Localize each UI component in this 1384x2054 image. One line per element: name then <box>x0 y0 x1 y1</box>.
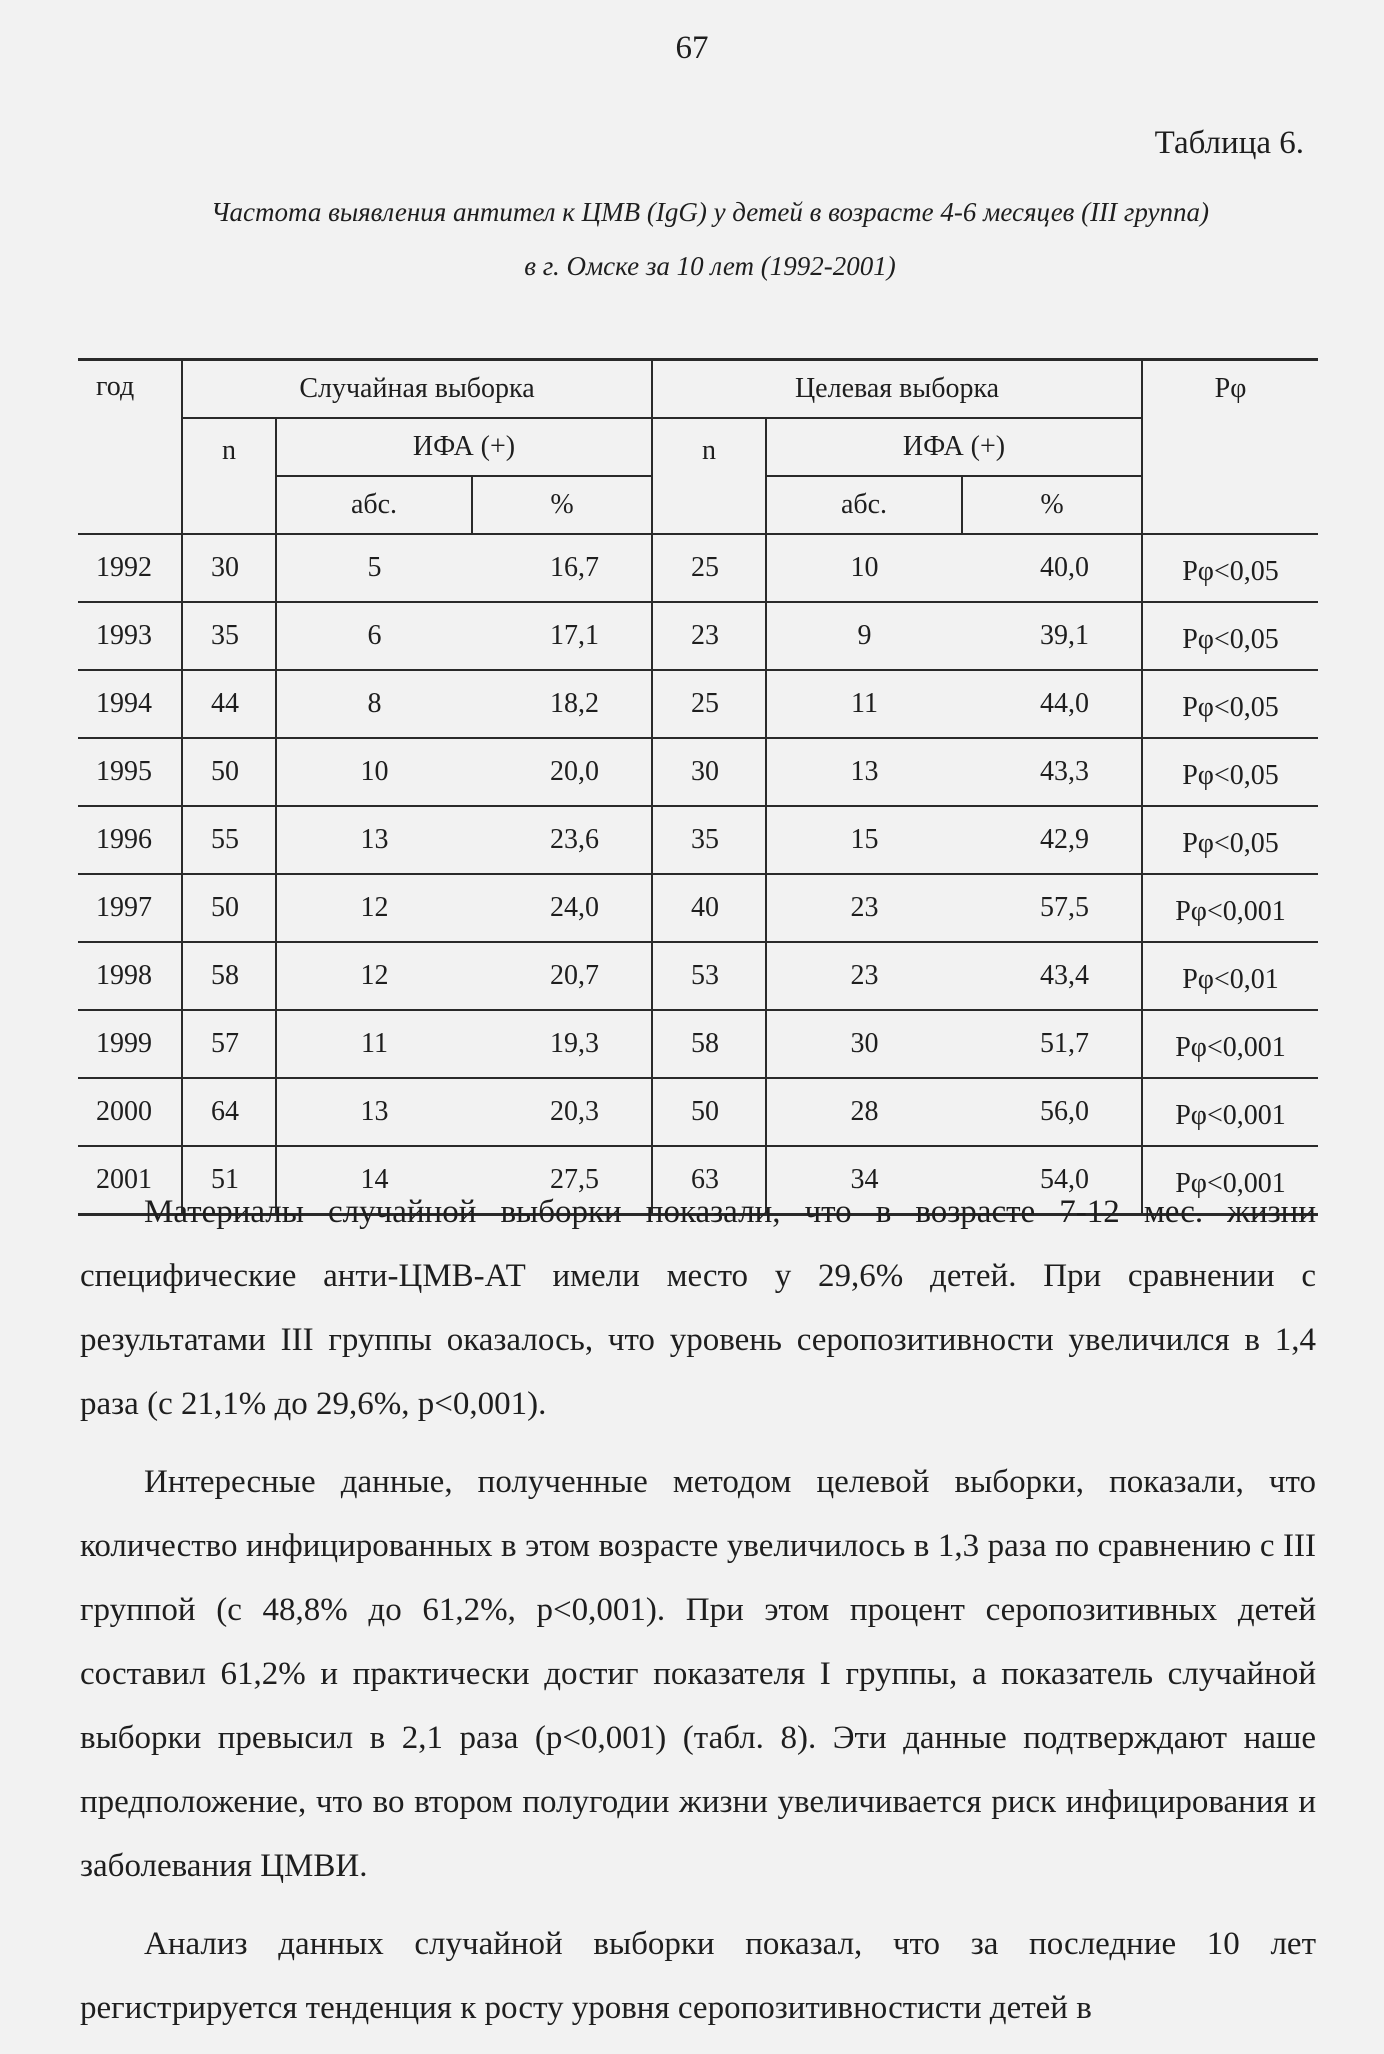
cell-n-target: 35 <box>652 806 766 874</box>
header-random-sample: Случайная выборка <box>182 360 652 419</box>
cell-abs-random: 14 <box>276 1146 472 1215</box>
cell-pf: Рφ<0,05 <box>1142 738 1318 806</box>
cell-year: 1993 <box>78 602 182 670</box>
cell-n-target: 53 <box>652 942 766 1010</box>
cell-n-target: 40 <box>652 874 766 942</box>
page-number: 67 <box>675 30 709 66</box>
header-n-random: n <box>182 418 276 534</box>
cell-pct-random: 23,6 <box>472 806 652 874</box>
cell-pct-target: 43,3 <box>962 738 1142 806</box>
table-row <box>78 942 1318 1010</box>
paragraph: Материалы случайной выборки показали, что в возрасте 7-12 мес. жизни специфические анти-ЦМВ-АТ имели место у 29,6% детей. При сравнении с результатами III группы оказалось, что уровень серопозитивности увеличился в 1,4 раза (с 21,1% до 29,6%, р<0,001). <box>80 1194 1316 1422</box>
cell-pf: Рφ<0,05 <box>1142 602 1318 670</box>
table-row <box>78 670 1318 738</box>
header-n-target: n <box>652 418 766 534</box>
cell-year: 2001 <box>78 1146 182 1215</box>
table-row <box>78 806 1318 874</box>
cell-abs-target: 15 <box>766 806 962 874</box>
cell-pct-random: 20,3 <box>472 1078 652 1146</box>
cell-n-random: 50 <box>182 874 276 942</box>
cell-abs-random: 11 <box>276 1010 472 1078</box>
cell-pct-target: 42,9 <box>962 806 1142 874</box>
caption-line-1: Частота выявления антител к ЦМВ (IgG) у детей в возрасте 4-6 месяцев (III группа) <box>210 197 1210 227</box>
cell-abs-target: 9 <box>766 602 962 670</box>
cell-n-random: 64 <box>182 1078 276 1146</box>
cell-pct-target: 56,0 <box>962 1078 1142 1146</box>
cell-abs-target: 30 <box>766 1010 962 1078</box>
table-row <box>78 738 1318 806</box>
cell-n-target: 25 <box>652 534 766 602</box>
caption-line-2: в г. Омске за 10 лет (1992-2001) <box>524 251 896 281</box>
cell-n-target: 50 <box>652 1078 766 1146</box>
cell-pct-random: 19,3 <box>472 1010 652 1078</box>
cell-pct-random: 17,1 <box>472 602 652 670</box>
cell-abs-random: 10 <box>276 738 472 806</box>
cell-abs-target: 11 <box>766 670 962 738</box>
header-abs-target: абс. <box>766 476 962 534</box>
cell-n-target: 63 <box>652 1146 766 1215</box>
body-text <box>80 1180 1316 2054</box>
cell-year: 1992 <box>78 534 182 602</box>
cell-pf: Рφ<0,001 <box>1142 1078 1318 1146</box>
cell-pct-target: 54,0 <box>962 1146 1142 1215</box>
cell-year: 1997 <box>78 874 182 942</box>
cell-n-random: 30 <box>182 534 276 602</box>
cell-n-random: 57 <box>182 1010 276 1078</box>
cell-abs-target: 23 <box>766 942 962 1010</box>
antibody-frequency-table <box>78 358 1318 1216</box>
cell-abs-random: 8 <box>276 670 472 738</box>
cell-n-target: 25 <box>652 670 766 738</box>
cell-abs-random: 5 <box>276 534 472 602</box>
cell-pf: Рφ<0,01 <box>1142 942 1318 1010</box>
header-ifa-random: ИФА (+) <box>276 418 652 476</box>
cell-pct-target: 57,5 <box>962 874 1142 942</box>
cell-pct-target: 39,1 <box>962 602 1142 670</box>
cell-n-random: 58 <box>182 942 276 1010</box>
header-year: год <box>78 360 182 535</box>
cell-pct-random: 24,0 <box>472 874 652 942</box>
table-row <box>78 1010 1318 1078</box>
cell-abs-random: 6 <box>276 602 472 670</box>
cell-abs-random: 12 <box>276 874 472 942</box>
cell-pf: Рφ<0,05 <box>1142 670 1318 738</box>
cell-pct-random: 20,7 <box>472 942 652 1010</box>
header-pf: Рφ <box>1142 360 1318 535</box>
header-abs-random: абс. <box>276 476 472 534</box>
cell-pct-random: 20,0 <box>472 738 652 806</box>
cell-pct-target: 51,7 <box>962 1010 1142 1078</box>
cell-pf: Рφ<0,05 <box>1142 534 1318 602</box>
cell-year: 1999 <box>78 1010 182 1078</box>
cell-pct-target: 44,0 <box>962 670 1142 738</box>
cell-pf: Рφ<0,001 <box>1142 874 1318 942</box>
cell-n-random: 35 <box>182 602 276 670</box>
table-row <box>78 602 1318 670</box>
cell-year: 1998 <box>78 942 182 1010</box>
cell-year: 1994 <box>78 670 182 738</box>
cell-year: 2000 <box>78 1078 182 1146</box>
cell-n-target: 30 <box>652 738 766 806</box>
header-pct-target: % <box>962 476 1142 534</box>
cell-pf: Рφ<0,001 <box>1142 1146 1318 1215</box>
cell-n-random: 44 <box>182 670 276 738</box>
table-label: Таблица 6. <box>1154 125 1304 161</box>
cell-pf: Рφ<0,05 <box>1142 806 1318 874</box>
cell-pct-target: 40,0 <box>962 534 1142 602</box>
cell-abs-random: 13 <box>276 806 472 874</box>
cell-n-random: 50 <box>182 738 276 806</box>
paragraph: Анализ данных случайной выборки показал, что за последние 10 лет регистрируется тенденция к росту уровня серопозитивностисти детей в <box>80 1926 1316 2026</box>
table-row <box>78 874 1318 942</box>
cell-abs-target: 13 <box>766 738 962 806</box>
cell-n-target: 58 <box>652 1010 766 1078</box>
header-target-sample: Целевая выборка <box>652 360 1142 419</box>
cell-pct-random: 16,7 <box>472 534 652 602</box>
cell-abs-target: 34 <box>766 1146 962 1215</box>
cell-n-random: 55 <box>182 806 276 874</box>
cell-n-random: 51 <box>182 1146 276 1215</box>
table-row <box>78 534 1318 602</box>
paragraph: Интересные данные, полученные методом целевой выборки, показали, что количество инфицированных в этом возрасте увеличилось в 1,3 раза по сравнению с III группой (с 48,8% до 61,2%, р<0,001). При этом процент серопозитивных детей составил 61,2% и практически достиг показателя I группы, а показатель случайной выборки превысил в 2,1 раза (р<0,001) (табл. 8). Эти данные подтверждают наше предположение, что во втором полугодии жизни увеличивается риск инфицирования и заболевания ЦМВИ. <box>80 1464 1316 1884</box>
cell-abs-random: 13 <box>276 1078 472 1146</box>
cell-abs-target: 28 <box>766 1078 962 1146</box>
cell-year: 1995 <box>78 738 182 806</box>
header-ifa-target: ИФА (+) <box>766 418 1142 476</box>
cell-pct-target: 43,4 <box>962 942 1142 1010</box>
cell-abs-target: 23 <box>766 874 962 942</box>
cell-n-target: 23 <box>652 602 766 670</box>
cell-pct-random: 27,5 <box>472 1146 652 1215</box>
cell-pf: Рφ<0,001 <box>1142 1010 1318 1078</box>
header-pct-random: % <box>472 476 652 534</box>
table-caption <box>100 185 1320 293</box>
cell-abs-random: 12 <box>276 942 472 1010</box>
table-row <box>78 1078 1318 1146</box>
cell-pct-random: 18,2 <box>472 670 652 738</box>
cell-year: 1996 <box>78 806 182 874</box>
cell-abs-target: 10 <box>766 534 962 602</box>
